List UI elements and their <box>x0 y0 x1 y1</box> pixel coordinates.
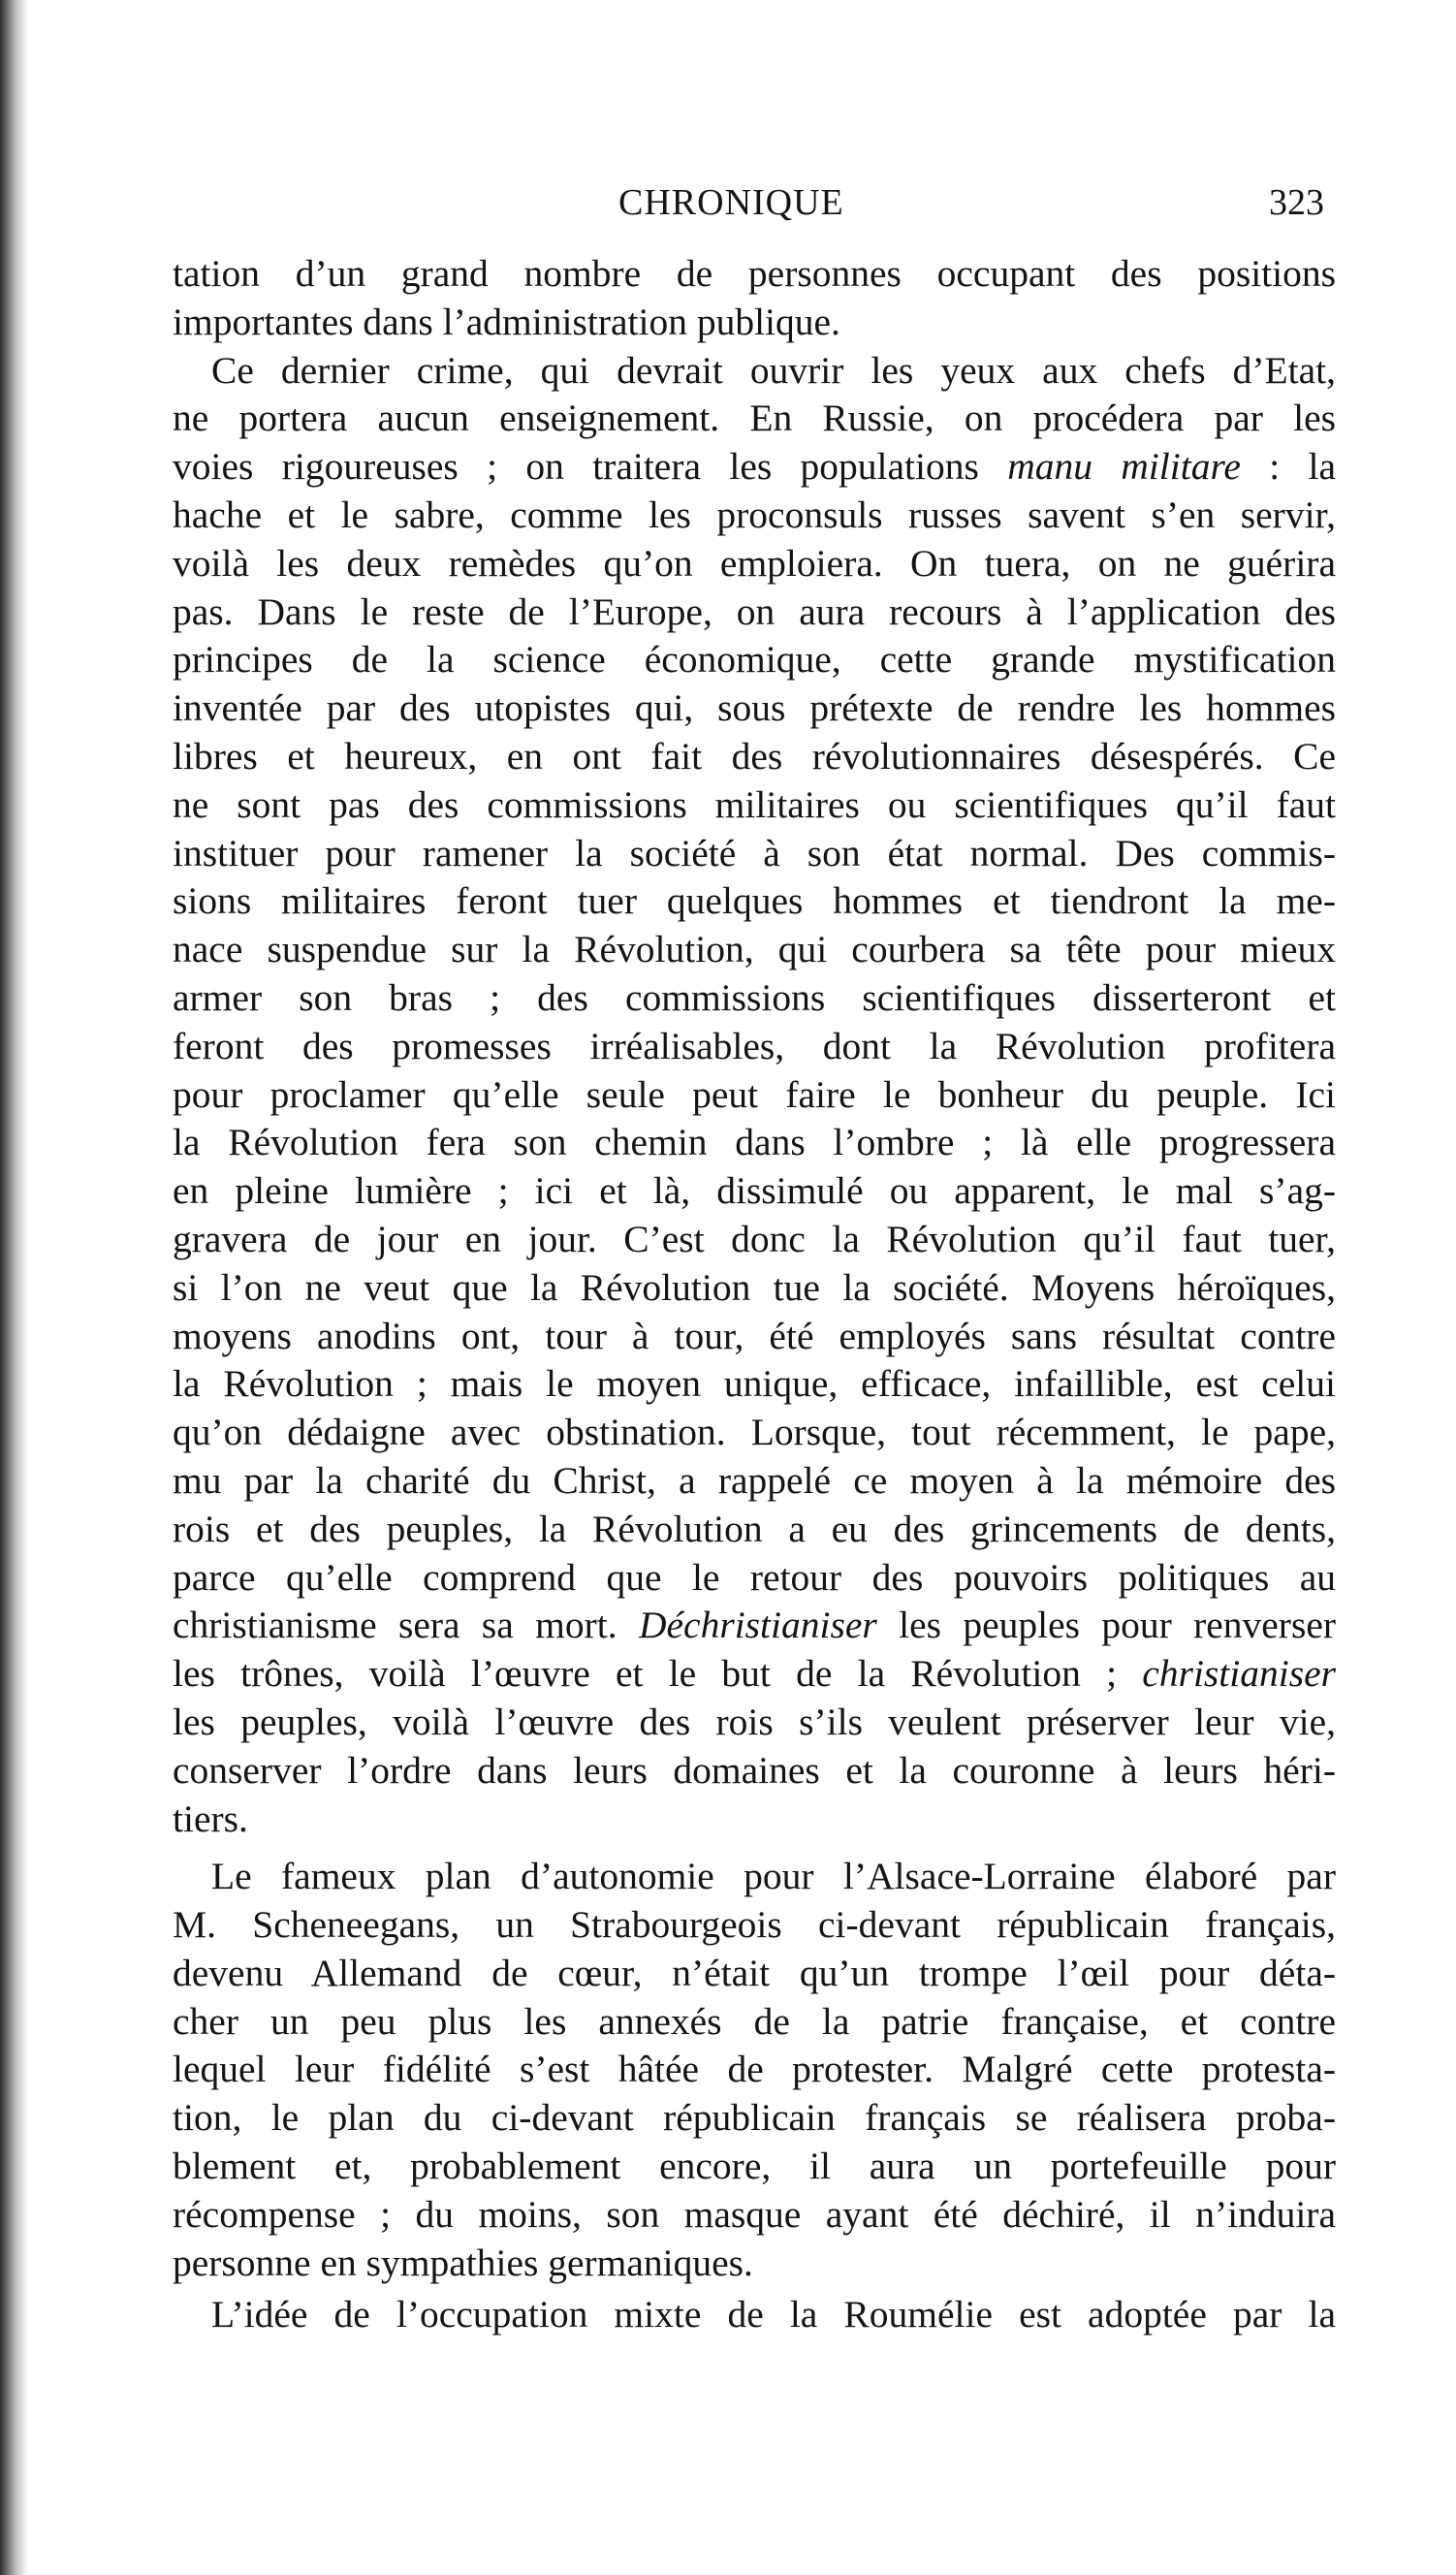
paragraph-4 <box>173 2291 1336 2339</box>
text-segment: : la <box>1240 445 1336 489</box>
text-line: mu par la charité du Christ, a rappelé ce moyen à la mémoire des <box>173 1458 1336 1502</box>
text-line: cher un peu plus les annexés de la patrie française, et contre <box>173 1999 1336 2043</box>
italic-phrase: manu militare <box>1007 445 1241 489</box>
text-line: M. Scheneegans, un Strabourgeois ci-devant républicain français, <box>173 1903 1336 1947</box>
text-line: la Révolution ; mais le moyen unique, efficace, infaillible, est celui <box>173 1362 1336 1406</box>
text-line: devenu Allemand de cœur, n’était qu’un trompe l’œil pour déta- <box>173 1951 1336 1994</box>
text-line: la Révolution fera son chemin dans l’ombre ; là elle progressera <box>173 1121 1336 1164</box>
text-line: Le fameux plan d’autonomie pour l’Alsace-Lorraine élaboré par <box>211 1855 1336 1898</box>
text-line: instituer pour ramener la société à son état normal. Des commis- <box>173 831 1336 874</box>
text-segment: les trônes, voilà l’œuvre et le but de la Révolution ; <box>173 1652 1118 1696</box>
text-line: tion, le plan du ci-devant républicain français se réalisera proba- <box>173 2096 1336 2140</box>
text-line: moyens anodins ont, tour à tour, été employés sans résultat contre <box>173 1314 1336 1357</box>
text-line: qu’on dédaigne avec obstination. Lorsque, tout récemment, le pape, <box>173 1411 1336 1454</box>
text-line: importantes dans l’administration publique. <box>173 300 840 343</box>
text-line: hache et le sabre, comme les proconsuls russes savent s’en servir, <box>173 493 1336 536</box>
text-line: pas. Dans le reste de l’Europe, on aura recours à l’application des <box>173 589 1336 633</box>
text-line: rois et des peuples, la Révolution a eu des grincements de dents, <box>173 1507 1336 1550</box>
text-line <box>173 1602 1336 1650</box>
text-line: Ce dernier crime, qui devrait ouvrir les yeux aux chefs d’Etat, <box>211 348 1336 392</box>
body-text <box>173 250 1336 2339</box>
text-segment: les peuples pour renverser <box>876 1604 1337 1647</box>
text-line: voilà les deux remèdes qu’on emploiera. On tuera, on ne guérira <box>173 541 1336 585</box>
text-line: si l’on ne veut que la Révolution tue la société. Moyens héroïques, <box>173 1265 1336 1309</box>
text-line <box>173 1650 1336 1699</box>
page-header <box>173 178 1336 227</box>
text-line: tation d’un grand nombre de personnes occupant des positions <box>173 252 1336 295</box>
page-number: 323 <box>1269 182 1324 223</box>
text-line: conserver l’ordre dans leurs domaines et la couronne à leurs héri- <box>173 1748 1336 1792</box>
paragraph-1 <box>173 250 1336 347</box>
text-line: les peuples, voilà l’œuvre des rois s’ils veulent préserver leur vie, <box>173 1700 1336 1743</box>
text-line: récompense ; du moins, son masque ayant été déchiré, il n’induira <box>173 2192 1336 2236</box>
paragraph-3 <box>173 1853 1336 2287</box>
text-line: en pleine lumière ; ici et là, dissimulé ou apparent, le mal s’ag- <box>173 1169 1336 1213</box>
running-title: CHRONIQUE <box>618 182 844 223</box>
italic-word: christianiser <box>1142 1652 1336 1696</box>
text-line: libres et heureux, en ont fait des révolutionnaires désespérés. Ce <box>173 734 1336 778</box>
text-line: parce qu’elle comprend que le retour des pouvoirs politiques au <box>173 1555 1336 1599</box>
text-line: blement et, probablement encore, il aura un portefeuille pour <box>173 2145 1336 2188</box>
text-line: tiers. <box>173 1796 248 1840</box>
text-line: lequel leur fidélité s’est hâtée de protester. Malgré cette protesta- <box>173 2048 1336 2091</box>
text-line: ne portera aucun enseignement. En Russie, on procédera par les <box>173 397 1336 440</box>
book-binding-edge <box>0 0 29 2575</box>
text-line: feront des promesses irréalisables, dont la Révolution profitera <box>173 1024 1336 1067</box>
text-line: armer son bras ; des commissions scientifiques disserteront et <box>173 975 1336 1019</box>
text-line: gravera de jour en jour. C’est donc la Révolution qu’il faut tuer, <box>173 1217 1336 1260</box>
paragraph-2 <box>173 347 1336 1844</box>
text-line: pour proclamer qu’elle seule peut faire le bonheur du peuple. Ici <box>173 1072 1336 1116</box>
italic-word: Déchristianiser <box>638 1604 877 1647</box>
text-line: nace suspendue sur la Révolution, qui courbera sa tête pour mieux <box>173 928 1336 971</box>
text-line: principes de la science économique, cette grande mystification <box>173 638 1336 682</box>
text-line: inventée par des utopistes qui, sous prétexte de rendre les hommes <box>173 686 1336 730</box>
text-line <box>173 443 1336 492</box>
text-line: personne en sympathies germaniques. <box>173 2241 753 2284</box>
text-segment: voies rigoureuses ; on traitera les populations <box>173 445 979 489</box>
text-line: ne sont pas des commissions militaires ou scientifiques qu’il faut <box>173 782 1336 826</box>
text-line: sions militaires feront tuer quelques hommes et tiendront la me- <box>173 879 1336 923</box>
text-segment: christianisme sera sa mort. <box>173 1604 617 1647</box>
text-line: L’idée de l’occupation mixte de la Roumélie est adoptée par la <box>211 2293 1336 2337</box>
